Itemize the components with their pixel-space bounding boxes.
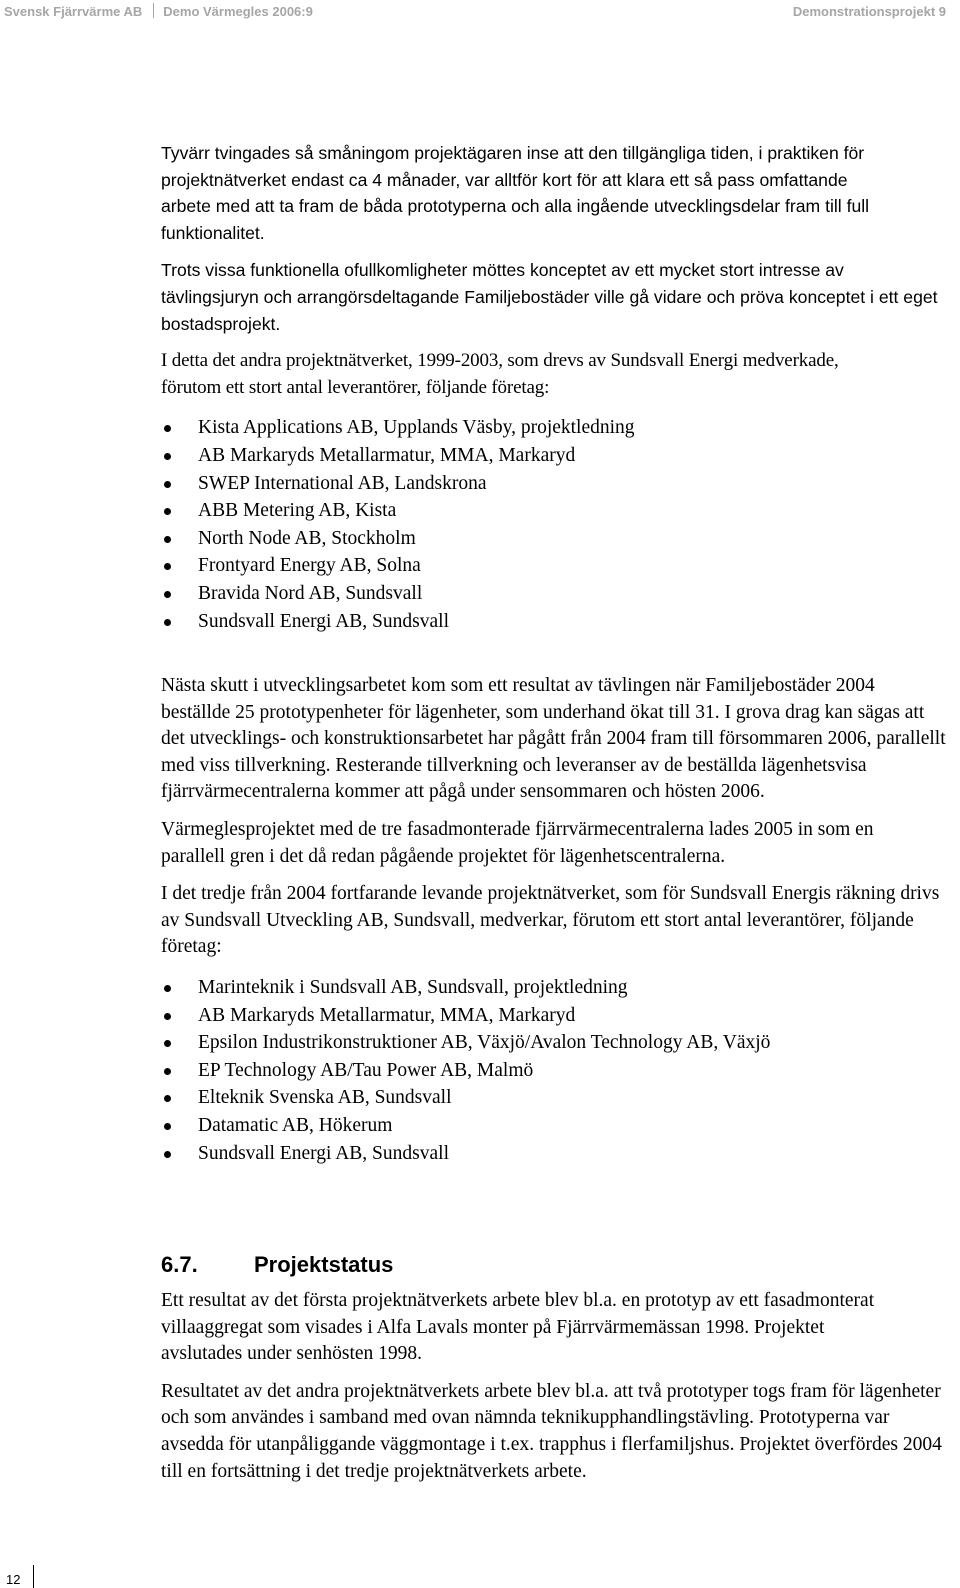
list-item: [161, 1140, 951, 1168]
paragraph-1: Tyvärr tvingades så småningom projektägaren inse att den tillgängliga tiden, i praktiken för projektnätverket endast ca 4 månader, var alltför kort för att klara ett så pass omfattande arbete med att ta fram de båda prototyperna och alla ingående utvecklingsdelar fram till full funktionalitet.: [161, 143, 870, 243]
list-item: [161, 1057, 951, 1085]
paragraph-5: Värmeglesprojektet med de tre fasadmonterade fjärrvärmecentralerna lades 2005 in som en parallell gren i det då redan pågående projektet för lägenhetscentralerna.: [161, 819, 874, 867]
list-item-text: Elteknik Svenska AB, Sundsvall: [198, 1087, 452, 1109]
section-heading: [161, 1252, 393, 1278]
list-item: [161, 497, 951, 525]
bullet-icon: [164, 1040, 171, 1047]
bullet-icon: [164, 425, 171, 432]
bullet-icon: [164, 591, 171, 598]
list-item: [161, 1112, 951, 1140]
bullet-icon: [164, 1151, 171, 1158]
page-content: [161, 140, 951, 1167]
list-item-text: Sundsvall Energi AB, Sundsvall: [198, 610, 449, 632]
list-item: [161, 1002, 951, 1030]
section-paragraph-2: Resultatet av det andra projektnätverkets arbete blev bl.a. att två prototyper togs fram för lägenheter och som användes i samband med ovan nämnda teknikupphandlingstävling. Prototyperna var avsedda för utanpåliggande väggmontage i t.ex. trapphus i flerfamiljshus. Projektet överfördes 2004 till en fortsättning i det tredje projektnätverkets arbete.: [161, 1380, 942, 1482]
list-item-text: SWEP International AB, Landskrona: [198, 472, 487, 494]
section-content: [161, 1288, 951, 1485]
bullet-icon: [164, 1123, 171, 1130]
list-item: [161, 470, 951, 498]
footer-rule: [33, 1565, 34, 1588]
section-number: 6.7.: [161, 1252, 198, 1277]
header-series: Demonstrationsprojekt 9: [792, 4, 946, 19]
page-header: [4, 2, 946, 22]
list-item-text: North Node AB, Stockholm: [198, 527, 416, 549]
list-item: [161, 442, 951, 470]
list-item: [161, 974, 951, 1002]
list-item: [161, 580, 951, 608]
bullet-icon: [164, 985, 171, 992]
list-item-text: EP Technology AB/Tau Power AB, Malmö: [198, 1059, 534, 1081]
list-item: [161, 552, 951, 580]
list-item-text: Frontyard Energy AB, Solna: [198, 555, 421, 577]
paragraph-6: I det tredje från 2004 fortfarande levande projektnätverket, som för Sundsvall Energis räkning drivs av Sundsvall Utveckling AB, Sundsvall, medverkar, förutom ett stort antal leverantörer, följande företag:: [161, 883, 940, 958]
section-title: Projektstatus: [254, 1252, 394, 1277]
list-item: [161, 608, 951, 636]
list-item-text: AB Markaryds Metallarmatur, MMA, Markaryd: [198, 444, 576, 466]
bullet-icon: [164, 508, 171, 515]
bullet-icon: [164, 1013, 171, 1020]
header-separator: [153, 3, 154, 18]
section-paragraph-1: Ett resultat av det första projektnätverkets arbete blev bl.a. en prototyp av ett fasadmonterat villaaggregat som visades i Alfa Lavals monter på Fjärrvärmemässan 1998. Projektet avslutades under senhösten 1998.: [161, 1290, 875, 1365]
paragraph-2: Trots vissa funktionella ofullkomligheter möttes konceptet av ett mycket stort intresse av tävlingsjuryn och arrangörsdeltagande Familjebostäder ville gå vidare och pröva konceptet i ett eget bostadsprojekt.: [161, 260, 938, 334]
list-item-text: AB Markaryds Metallarmatur, MMA, Markaryd: [198, 1004, 576, 1026]
bullet-icon: [164, 481, 171, 488]
bullet-icon: [164, 619, 171, 626]
list-item: [161, 525, 951, 553]
list-item-text: Kista Applications AB, Upplands Väsby, projektledning: [198, 417, 635, 439]
header-report: Demo Värmegles 2006:9: [163, 4, 313, 19]
page-number: 12: [6, 1572, 21, 1587]
company-list-1: [161, 414, 951, 635]
header-left: [4, 2, 313, 22]
bullet-icon: [164, 1095, 171, 1102]
list-item: [161, 414, 951, 442]
page-footer: [0, 1560, 60, 1588]
list-item-text: Sundsvall Energi AB, Sundsvall: [198, 1142, 449, 1164]
bullet-icon: [164, 453, 171, 460]
list-item-text: Bravida Nord AB, Sundsvall: [198, 582, 423, 604]
bullet-icon: [164, 563, 171, 570]
paragraph-3: I detta det andra projektnätverket, 1999-2003, som drevs av Sundsvall Energi medverkade, förutom ett stort antal leverantörer, följande företag:: [161, 350, 839, 398]
company-list-2: [161, 974, 951, 1167]
list-item-text: Datamatic AB, Hökerum: [198, 1115, 393, 1136]
header-company: Svensk Fjärrvärme AB: [4, 4, 143, 19]
bullet-icon: [164, 1068, 171, 1075]
list-item-text: Epsilon Industrikonstruktioner AB, Växjö/Avalon Technology AB, Växjö: [198, 1032, 771, 1054]
list-item: [161, 1029, 951, 1057]
list-item-text: Marinteknik i Sundsvall AB, Sundsvall, projektledning: [198, 977, 628, 999]
list-item-text: ABB Metering AB, Kista: [198, 500, 397, 522]
list-item: [161, 1084, 951, 1112]
paragraph-4: Nästa skutt i utvecklingsarbetet kom som ett resultat av tävlingen när Familjebostäder 2004 beställde 25 prototypenheter för lägenheter, som underhand ökat till 31. I grova drag kan sägas att det utvecklings- och konstruktionsarbetet har pågått från 2004 fram till försommaren 2006, parallellt med viss tillverkning. Resterande tillverkning och leveranser av de beställda lägenhetsvisa fjärrvärmecentralerna kommer att pågå under sensommaren och hösten 2006.: [161, 675, 946, 803]
bullet-icon: [164, 536, 171, 543]
